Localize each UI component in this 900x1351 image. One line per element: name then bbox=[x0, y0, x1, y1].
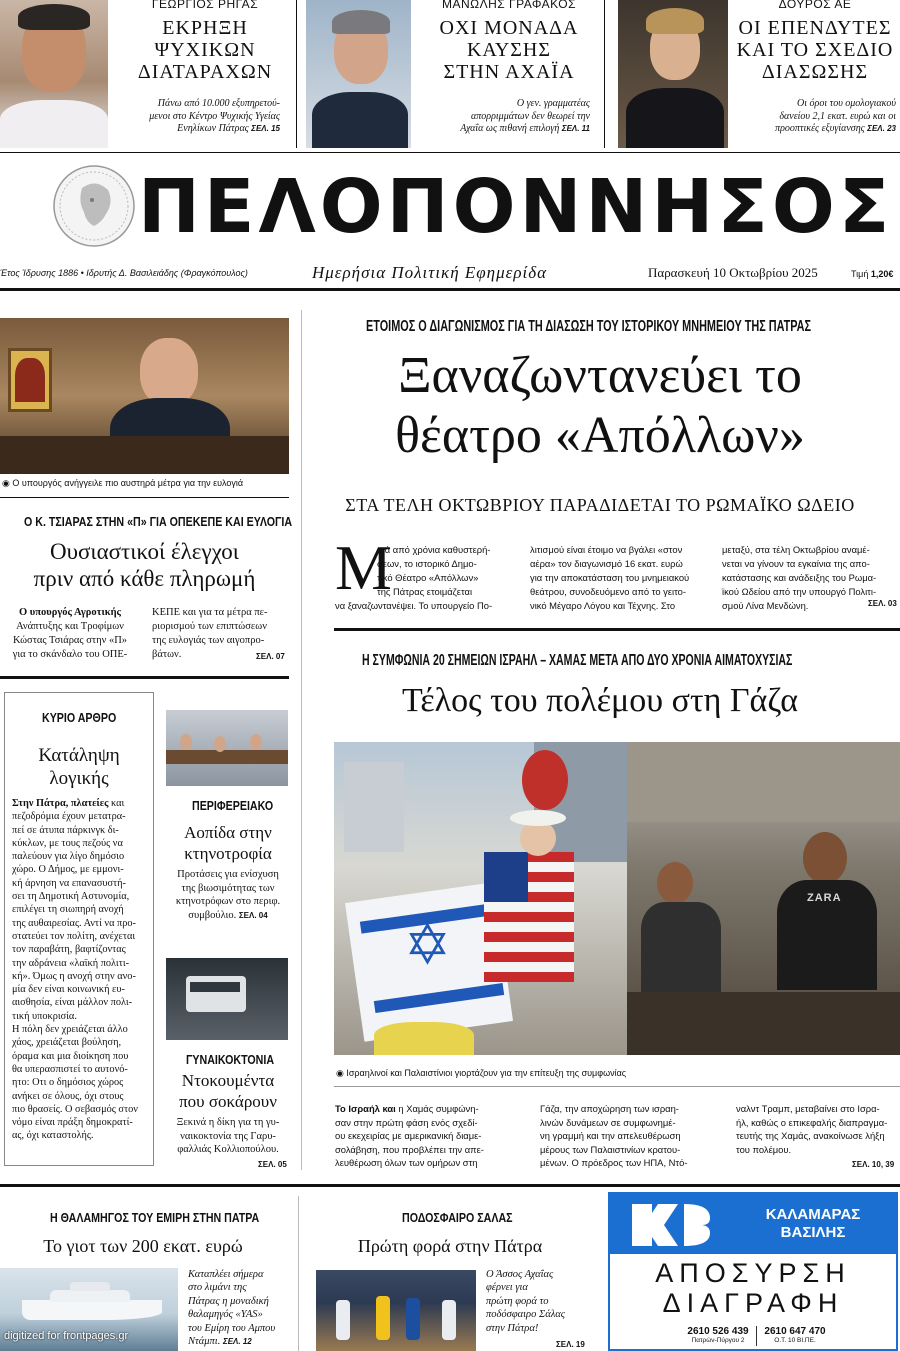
editorial-text: Στην Πάτρα, πλατείες και πεζοδρόμια έχουν μετατρα- πεί σε άτυπα πάρκινγκ δι- κύκλων, με τους πεζούς να παλεύουν για λίγο δημόσιο χώρο. Ο Δήμος, με εμμονι- κή άρνηση να επανασυστή- σει τη Δημοτική Αστυνομία, επιλέγει τη σιωπηρή ανοχή της αυθαιρεσίας. Αντί να προ- στατεύει τον πολίτη, ανέχεται τον παραβάτη, βαφτίζοντας την αδράνεια «λαϊκή πολιτι- κή». Όμως η ανοχή στην ανο- μία δεν είναι κοινωνική ευ- αισθησία, είναι μάλλον πολι- τική υποκρισία. Η πόλη δεν χρειάζεται άλλο χάος, χρειάζεται βούληση, όραμα και μια διοίκηση που θα υπερασπιστεί το αυτονό- ητο: Οτι ο δημόσιος χώρος ανήκει σε όλους, όχι στους πιο θρασείς. Ο σεβασμός στον νόμο είναι πράξη δημοκρατί- ας, όχι καταστολής. bbox=[12, 798, 138, 1142]
lead-dropcap: Μ bbox=[335, 532, 392, 603]
lead-text-col3: μεταξύ, στα τέλη Οκτωβρίου αναμέ- νεται να γίνουν τα εγκαίνια της απο- κατάστασης και ανάδειξης του Ρωμα- ϊκού Ωδείου από την υπουργό Πολιτι- σμού Λίνα Μενδώνη. bbox=[722, 544, 877, 611]
divider bbox=[604, 0, 605, 148]
page-ref: ΣΕΛ. 03 bbox=[868, 599, 897, 608]
teaser-photo-douros bbox=[618, 0, 728, 148]
ad-name: ΚΑΛΑΜΑΡΑΣ ΒΑΣΙΛΗΣ bbox=[765, 1206, 861, 1241]
price: Τιμή 1,20€ bbox=[851, 269, 894, 279]
issue-date: Παρασκευή 10 Οκτωβρίου 2025 bbox=[648, 265, 818, 280]
story-text-col2: ΚΕΠΕ και για τα μέτρα πε- ριορισμού των επιπτώσεων της ευλογιάς των αιγοπρο- βάτων. bbox=[152, 607, 268, 660]
divider bbox=[334, 1086, 900, 1087]
story-kicker: ΓΥΝΑΙΚΟΚΤΟΝΙΑ bbox=[186, 1052, 275, 1067]
divider bbox=[0, 152, 900, 153]
divider bbox=[0, 288, 900, 291]
photo-futsal bbox=[316, 1270, 476, 1351]
divider bbox=[296, 0, 297, 148]
divider bbox=[334, 628, 900, 631]
futsal-text: Ο Άσσος Αχαΐας φέρνει για πρώτη φορά το ποδόσφαιρο Σάλας στην Πάτρα! bbox=[486, 1269, 566, 1334]
story-text: Ξεκινά η δίκη για τη γυ- ναικοκτονία της Γαρυ- φαλλιάς Κολλιοπούλου. bbox=[176, 1117, 280, 1155]
teaser-headline: ΟΧΙ ΜΟΝΑΔΑ ΚΑΥΣΗΣ ΣΤΗΝ ΑΧΑΪΑ bbox=[439, 17, 579, 83]
gaza-text-col2: Γάζα, την αποχώρηση των ισραη- λινών δυνάμεων σε συμφωνημέ- νη γραμμή και την απελευθέρωση μέρους των Παλαιστινίων κρατου- μένων. Ο πρόεδρος των ΗΠΑ, Ντό- bbox=[540, 1103, 688, 1168]
divider bbox=[0, 497, 289, 498]
page-ref: ΣΕΛ. 19 bbox=[556, 1340, 585, 1349]
story-kicker: Ο Κ. ΤΣΙΑΡΑΣ ΣΤΗΝ «Π» ΓΙΑ ΟΠΕΚΕΠΕ ΚΑΙ ΕΥΛΟΓΙΑ bbox=[24, 514, 293, 529]
advertisement bbox=[608, 1192, 898, 1351]
teaser-name: ΜΑΝΩΛΗΣ ΓΡΑΦΑΚΟΣ bbox=[441, 0, 577, 11]
story-headline: Το γιοτ των 200 εκατ. ευρώ bbox=[43, 1236, 243, 1256]
masthead-title: ΠΕΛΟΠΟΝΝΗΣΟΣ bbox=[138, 164, 894, 250]
gaza-headline: Τέλος του πολέμου στη Γάζα bbox=[401, 682, 799, 719]
lead-text-col1: ετά από χρόνια καθυστερή- σεων, το ιστορικό Δημο- τικό Θέατρο «Απόλλων» της Πάτρας ετοιμάζεται να ξαναζωντανέψει. Το υπουργείο Πο- bbox=[335, 544, 493, 611]
gaza-text-col3: ναλντ Τραμπ, μεταβαίνει στο Ισρα- ήλ, καθώς ο επικεφαλής διαπραγμα- τευτής της Χαμάς, ανακοίνωσε λήξη του πολέμου. bbox=[736, 1103, 888, 1155]
divider bbox=[0, 1184, 900, 1187]
editorial-label: ΚΥΡΙΟ ΑΡΘΡΟ bbox=[42, 710, 117, 725]
teaser-headline: ΕΚΡΗΞΗ ΨΥΧΙΚΩΝ ΔΙΑΤΑΡΑΧΩΝ bbox=[137, 17, 273, 83]
story-text: Προτάσεις για ενίσχυση της βιωσιμότητας των κτηνοτρόφων στο περιφ. συμβούλιο. ΣΕΛ. 04 bbox=[175, 869, 281, 921]
star-of-david-icon: ✡ bbox=[404, 915, 451, 977]
photo-celebration-israel bbox=[334, 742, 627, 1055]
kv-logo-icon bbox=[628, 1200, 714, 1250]
ad-phone-1: 2610 526 439 Πατρών-Πύργου 2 bbox=[687, 1326, 749, 1344]
watermark: digitized for frontpages.gr bbox=[4, 1330, 129, 1342]
gaza-text-col1: Το Ισραήλ και η Χαμάς συμφώνη- σαν στην πρώτη φάση ενός σχεδί- ου εκεχειρίας με αμερικανική διαμε- σολάβηση, που προβλέπει την απε- λευθέρωση όλων των ομήρων στη bbox=[335, 1103, 484, 1168]
story-kicker: ΠΕΡΙΦΕΡΕΙΑΚΟ bbox=[192, 798, 274, 813]
teaser-headline: ΟΙ ΕΠΕΝΔΥΤΕΣ ΚΑΙ ΤΟ ΣΧΕΔΙΟ ΔΙΑΣΩΣΗΣ bbox=[736, 17, 894, 83]
divider bbox=[756, 1326, 757, 1346]
photo-caption: ◉ Ισραηλινοί και Παλαιστίνιοι γιορτάζουν για την επίτευξη της συμφωνίας bbox=[336, 1068, 627, 1078]
lead-headline: Ξαναζωντανεύει το θέατρο «Απόλλων» bbox=[395, 347, 805, 464]
teaser-name: ΔΟΥΡΟΣ ΑΕ bbox=[778, 0, 852, 11]
photo-celebration-gaza bbox=[627, 742, 900, 1055]
lead-text-col2: λιτισμού είναι έτοιμο να βγάλει «στον αέρα» τον διαγωνισμό 16 εκατ. ευρώ για την αποκατάσταση του μνημειακού θεάτρου, συνοδευόμενο από το γειτο- νικό Μέγαρο Λόγου και Τέχνης. Στο bbox=[530, 544, 690, 611]
teaser-text: Πάνω από 10.000 εξυπηρετού- μενοι στο Κέντρο Ψυχικής Υγείας Ενηλίκων Πάτρας ΣΕΛ. 15 bbox=[149, 98, 280, 134]
coin-logo-icon bbox=[52, 164, 136, 248]
ad-service: ΑΠΟΣΥΡΣΗ ΔΙΑΓΡΑΦΗ bbox=[655, 1258, 851, 1318]
divider bbox=[298, 1196, 299, 1351]
teaser-text: Ο γεν. γραμματέας απορριμμάτων δεν θεωρεί την Αχαΐα ως πιθανή επιλογή ΣΕΛ. 11 bbox=[460, 98, 590, 134]
page-ref: ΣΕΛ. 05 bbox=[258, 1160, 287, 1169]
story-headline: Ντοκουμέντα που σοκάρουν bbox=[179, 1071, 277, 1111]
story-headline: Αοπίδα στην κτηνοτροφία bbox=[184, 823, 272, 863]
teaser-name: ΓΕΩΡΓΙΟΣ ΡΗΓΑΣ bbox=[151, 0, 259, 11]
story-kicker: ΠΟΔΟΣΦΑΙΡΟ ΣΑΛΑΣ bbox=[402, 1210, 513, 1225]
lead-kicker: ΕΤΟΙΜΟΣ Ο ΔΙΑΓΩΝΙΣΜΟΣ ΓΙΑ ΤΗ ΔΙΑΣΩΣΗ ΤΟΥ ΙΣΤΟΡΙΚΟΥ ΜΝΗΜΕΙΟΥ ΤΗΣ ΠΑΤΡΑΣ bbox=[366, 318, 812, 335]
photo-cctv-bus bbox=[166, 958, 288, 1040]
camera-icon: ◉ bbox=[2, 478, 10, 488]
teaser-photo-grafakos bbox=[306, 0, 411, 148]
ad-phone-2: 2610 647 470 Ο.Τ. 10 ΒΙ.ΠΕ. bbox=[764, 1326, 826, 1344]
camera-icon: ◉ bbox=[336, 1068, 344, 1078]
masthead-subtitle: Ημερήσια Πολιτική Εφημερίδα bbox=[312, 263, 548, 282]
divider bbox=[0, 676, 289, 679]
editorial-headline: Κατάληψη λογικής bbox=[38, 745, 120, 789]
photo-regional-council bbox=[166, 710, 288, 786]
story-headline: Ουσιαστικοί έλεγχοι πριν από κάθε πληρωμή bbox=[33, 539, 256, 591]
lead-subhead: ΣΤΑ ΤΕΛΗ ΟΚΤΩΒΡΙΟΥ ΠΑΡΑΔΙΔΕΤΑΙ ΤΟ ΡΩΜΑΪΚΟ ΩΔΕΙΟ bbox=[345, 495, 855, 515]
page-ref: ΣΕΛ. 07 bbox=[256, 652, 285, 661]
shirt-logo: ZARA bbox=[807, 892, 842, 904]
teaser-text: Οι όροι του ομολογιακού δανείου 2,1 εκατ. ευρώ και οι προοπτικές εξυγίανσης ΣΕΛ. 23 bbox=[775, 98, 896, 134]
founded-line: Έτος Ίδρυσης 1886 • Ιδρυτής Δ. Βασιλειάδης (Φραγκόπουλος) bbox=[0, 268, 248, 278]
photo-caption: ◉ Ο υπουργός ανήγγειλε πιο αυστηρά μέτρα για την ευλογιά bbox=[2, 478, 244, 488]
page-ref: ΣΕΛ. 10, 39 bbox=[852, 1160, 895, 1169]
teaser-photo-rigas bbox=[0, 0, 108, 148]
story-text-col1: Ο υπουργός Αγροτικής Ανάπτυξης και Τροφίμων Κώστας Τσιάρας στην «Π» για το σκάνδαλο του ΟΠΕ- bbox=[12, 607, 128, 660]
photo-minister-office bbox=[0, 318, 289, 474]
gaza-kicker: Η ΣΥΜΦΩΝΙΑ 20 ΣΗΜΕΙΩΝ ΙΣΡΑΗΛ – ΧΑΜΑΣ ΜΕΤΑ ΑΠΟ ΔΥΟ ΧΡΟΝΙΑ ΑΙΜΑΤΟΧΥΣΙΑΣ bbox=[362, 652, 793, 669]
story-headline: Πρώτη φορά στην Πάτρα bbox=[357, 1236, 543, 1256]
yacht-text: Καταπλέει σήμερα στο λιμάνι της Πάτρας η μοναδική θαλαμηγός «YAS» του Εμίρη του Αμπου Ντάμπι. ΣΕΛ. 12 bbox=[188, 1269, 276, 1348]
story-kicker: Η ΘΑΛΑΜΗΓΟΣ ΤΟΥ ΕΜΙΡΗ ΣΤΗΝ ΠΑΤΡΑ bbox=[50, 1210, 260, 1225]
